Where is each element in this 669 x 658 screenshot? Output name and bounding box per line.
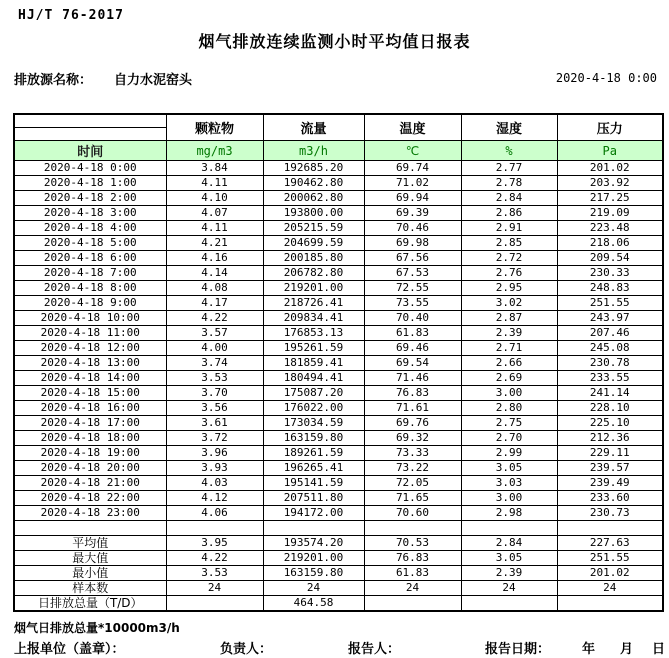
value-cell: 69.94 (364, 191, 461, 206)
value-cell: 3.02 (461, 296, 557, 311)
time-header-upper-cell (14, 114, 166, 128)
data-row (14, 206, 663, 221)
time-cell: 2020-4-18 17:00 (14, 416, 166, 431)
value-cell: 3.84 (166, 161, 263, 176)
value-cell: 2.84 (461, 191, 557, 206)
value-cell: 2.85 (461, 236, 557, 251)
value-cell: 193800.00 (263, 206, 364, 221)
data-row (14, 281, 663, 296)
value-cell: 2.91 (461, 221, 557, 236)
value-cell: 3.93 (166, 461, 263, 476)
unit-cell-pressure: Pa (557, 141, 663, 161)
value-cell: 73.22 (364, 461, 461, 476)
column-header-humidity: 湿度 (461, 114, 557, 141)
value-cell: 70.46 (364, 221, 461, 236)
value-cell: 3.00 (461, 386, 557, 401)
table-body (14, 161, 663, 612)
data-row (14, 461, 663, 476)
value-cell (461, 596, 557, 612)
value-cell: 69.74 (364, 161, 461, 176)
value-cell: 69.39 (364, 206, 461, 221)
value-cell: 3.53 (166, 371, 263, 386)
value-cell: 201.02 (557, 566, 663, 581)
value-cell: 219.09 (557, 206, 663, 221)
summary-label-cell: 日排放总量（T/D） (14, 596, 166, 612)
summary-row (14, 581, 663, 596)
value-cell: 4.08 (166, 281, 263, 296)
value-cell: 3.05 (461, 461, 557, 476)
value-cell: 4.12 (166, 491, 263, 506)
data-row (14, 431, 663, 446)
value-cell: 225.10 (557, 416, 663, 431)
value-cell: 3.70 (166, 386, 263, 401)
value-cell: 251.55 (557, 296, 663, 311)
source-name-label: 排放源名称： (14, 73, 93, 88)
value-cell: 24 (166, 581, 263, 596)
standard-code: HJ/T 76-2017 (18, 8, 124, 23)
value-cell: 3.56 (166, 401, 263, 416)
value-cell: 71.61 (364, 401, 461, 416)
value-cell: 70.40 (364, 311, 461, 326)
value-cell: 245.08 (557, 341, 663, 356)
header-row-top (14, 114, 663, 128)
value-cell: 233.55 (557, 371, 663, 386)
value-cell: 3.74 (166, 356, 263, 371)
reporter-label: 报告人： (348, 642, 401, 657)
value-cell (461, 521, 557, 536)
value-cell: 2.70 (461, 431, 557, 446)
value-cell: 2.98 (461, 506, 557, 521)
time-cell: 2020-4-18 23:00 (14, 506, 166, 521)
value-cell: 3.95 (166, 536, 263, 551)
summary-label-cell: 最大值 (14, 551, 166, 566)
monitoring-table (13, 113, 664, 612)
data-row (14, 161, 663, 176)
value-cell: 4.00 (166, 341, 263, 356)
value-cell: 3.57 (166, 326, 263, 341)
value-cell: 2.84 (461, 536, 557, 551)
data-row (14, 446, 663, 461)
time-cell: 2020-4-18 2:00 (14, 191, 166, 206)
value-cell: 24 (557, 581, 663, 596)
value-cell: 4.16 (166, 251, 263, 266)
time-cell: 2020-4-18 15:00 (14, 386, 166, 401)
value-cell (557, 596, 663, 612)
day-label: 日 (652, 642, 666, 657)
units-row (14, 141, 663, 161)
value-cell: 196265.41 (263, 461, 364, 476)
value-cell: 209.54 (557, 251, 663, 266)
value-cell: 195141.59 (263, 476, 364, 491)
data-row (14, 251, 663, 266)
data-row (14, 401, 663, 416)
value-cell: 4.21 (166, 236, 263, 251)
unit-cell-humidity: % (461, 141, 557, 161)
time-cell: 2020-4-18 6:00 (14, 251, 166, 266)
time-cell: 2020-4-18 4:00 (14, 221, 166, 236)
value-cell: 67.56 (364, 251, 461, 266)
value-cell: 3.00 (461, 491, 557, 506)
data-row (14, 191, 663, 206)
report-date-label: 报告日期： (485, 642, 551, 657)
data-row (14, 386, 663, 401)
value-cell: 205215.59 (263, 221, 364, 236)
value-cell: 239.49 (557, 476, 663, 491)
value-cell: 206782.80 (263, 266, 364, 281)
column-header-flow: 流量 (263, 114, 364, 141)
summary-row (14, 566, 663, 581)
time-cell: 2020-4-18 1:00 (14, 176, 166, 191)
time-header-lower-cell (14, 128, 166, 141)
value-cell: 69.46 (364, 341, 461, 356)
value-cell: 233.60 (557, 491, 663, 506)
value-cell: 73.33 (364, 446, 461, 461)
value-cell: 181859.41 (263, 356, 364, 371)
data-row (14, 356, 663, 371)
summary-label-cell: 平均值 (14, 536, 166, 551)
value-cell: 61.83 (364, 326, 461, 341)
value-cell (557, 521, 663, 536)
time-header-cell: 时间 (14, 141, 166, 161)
value-cell: 70.60 (364, 506, 461, 521)
summary-label-cell: 最小值 (14, 566, 166, 581)
data-row (14, 311, 663, 326)
column-header-pressure: 压力 (557, 114, 663, 141)
value-cell: 219201.00 (263, 281, 364, 296)
value-cell: 2.86 (461, 206, 557, 221)
value-cell: 228.10 (557, 401, 663, 416)
data-row (14, 506, 663, 521)
data-row (14, 416, 663, 431)
time-cell: 2020-4-18 3:00 (14, 206, 166, 221)
data-row (14, 371, 663, 386)
value-cell: 61.83 (364, 566, 461, 581)
unit-cell-temperature: ℃ (364, 141, 461, 161)
value-cell: 67.53 (364, 266, 461, 281)
value-cell: 4.10 (166, 191, 263, 206)
responsible-person-label: 负责人： (220, 642, 273, 657)
time-cell: 2020-4-18 21:00 (14, 476, 166, 491)
value-cell: 2.71 (461, 341, 557, 356)
report-datetime: 2020-4-18 0:00 (555, 71, 657, 85)
time-cell: 2020-4-18 0:00 (14, 161, 166, 176)
value-cell: 230.73 (557, 506, 663, 521)
value-cell: 230.33 (557, 266, 663, 281)
value-cell: 76.83 (364, 386, 461, 401)
value-cell: 163159.80 (263, 566, 364, 581)
value-cell: 200185.80 (263, 251, 364, 266)
value-cell: 3.61 (166, 416, 263, 431)
time-cell: 2020-4-18 14:00 (14, 371, 166, 386)
value-cell: 217.25 (557, 191, 663, 206)
value-cell: 71.46 (364, 371, 461, 386)
data-row (14, 221, 663, 236)
value-cell: 176022.00 (263, 401, 364, 416)
value-cell (263, 521, 364, 536)
value-cell: 163159.80 (263, 431, 364, 446)
value-cell: 204699.59 (263, 236, 364, 251)
value-cell: 193574.20 (263, 536, 364, 551)
value-cell: 223.48 (557, 221, 663, 236)
value-cell: 2.39 (461, 326, 557, 341)
value-cell: 2.76 (461, 266, 557, 281)
value-cell (364, 596, 461, 612)
value-cell: 241.14 (557, 386, 663, 401)
value-cell: 69.98 (364, 236, 461, 251)
value-cell: 2.95 (461, 281, 557, 296)
value-cell: 24 (461, 581, 557, 596)
value-cell: 4.03 (166, 476, 263, 491)
value-cell: 201.02 (557, 161, 663, 176)
value-cell: 218726.41 (263, 296, 364, 311)
source-name-value: 自力水泥窑头 (114, 73, 193, 88)
value-cell: 227.63 (557, 536, 663, 551)
data-row (14, 176, 663, 191)
value-cell: 2.66 (461, 356, 557, 371)
time-cell: 2020-4-18 7:00 (14, 266, 166, 281)
time-cell: 2020-4-18 8:00 (14, 281, 166, 296)
value-cell: 212.36 (557, 431, 663, 446)
value-cell: 76.83 (364, 551, 461, 566)
value-cell: 243.97 (557, 311, 663, 326)
data-row (14, 296, 663, 311)
value-cell: 239.57 (557, 461, 663, 476)
column-header-temperature: 温度 (364, 114, 461, 141)
time-cell: 2020-4-18 16:00 (14, 401, 166, 416)
time-cell: 2020-4-18 9:00 (14, 296, 166, 311)
value-cell: 218.06 (557, 236, 663, 251)
value-cell: 69.32 (364, 431, 461, 446)
value-cell: 24 (364, 581, 461, 596)
value-cell: 2.77 (461, 161, 557, 176)
value-cell: 2.39 (461, 566, 557, 581)
value-cell: 2.87 (461, 311, 557, 326)
value-cell: 71.65 (364, 491, 461, 506)
value-cell: 4.14 (166, 266, 263, 281)
time-cell: 2020-4-18 20:00 (14, 461, 166, 476)
value-cell: 207511.80 (263, 491, 364, 506)
value-cell: 4.06 (166, 506, 263, 521)
page-title: 烟气排放连续监测小时平均值日报表 (198, 32, 471, 51)
value-cell: 70.53 (364, 536, 461, 551)
value-cell (166, 521, 263, 536)
value-cell: 4.22 (166, 551, 263, 566)
data-row (14, 236, 663, 251)
value-cell: 3.03 (461, 476, 557, 491)
value-cell: 203.92 (557, 176, 663, 191)
reporting-unit-label: 上报单位（盖章）： (14, 642, 125, 657)
time-cell: 2020-4-18 11:00 (14, 326, 166, 341)
column-header-particulate: 颗粒物 (166, 114, 263, 141)
spacer-cell (14, 521, 166, 536)
value-cell: 4.11 (166, 221, 263, 236)
data-row (14, 491, 663, 506)
summary-row (14, 536, 663, 551)
signature-line (0, 638, 669, 656)
value-cell: 69.76 (364, 416, 461, 431)
value-cell: 3.05 (461, 551, 557, 566)
summary-label-cell: 样本数 (14, 581, 166, 596)
value-cell: 180494.41 (263, 371, 364, 386)
value-cell: 248.83 (557, 281, 663, 296)
emission-source-line (14, 69, 192, 88)
value-cell: 4.11 (166, 176, 263, 191)
emission-total-note: 烟气日排放总量*10000m3/h (14, 621, 180, 635)
value-cell: 2.80 (461, 401, 557, 416)
value-cell: 2.69 (461, 371, 557, 386)
value-cell: 4.07 (166, 206, 263, 221)
unit-cell-flow: m3/h (263, 141, 364, 161)
value-cell: 4.17 (166, 296, 263, 311)
value-cell: 2.99 (461, 446, 557, 461)
value-cell: 2.75 (461, 416, 557, 431)
value-cell: 72.05 (364, 476, 461, 491)
time-cell: 2020-4-18 5:00 (14, 236, 166, 251)
data-row (14, 326, 663, 341)
value-cell: 251.55 (557, 551, 663, 566)
time-cell: 2020-4-18 10:00 (14, 311, 166, 326)
time-cell: 2020-4-18 13:00 (14, 356, 166, 371)
value-cell: 207.46 (557, 326, 663, 341)
value-cell: 194172.00 (263, 506, 364, 521)
value-cell: 173034.59 (263, 416, 364, 431)
value-cell: 3.53 (166, 566, 263, 581)
value-cell: 73.55 (364, 296, 461, 311)
value-cell: 464.58 (263, 596, 364, 612)
value-cell: 230.78 (557, 356, 663, 371)
value-cell: 71.02 (364, 176, 461, 191)
value-cell: 3.72 (166, 431, 263, 446)
value-cell (364, 521, 461, 536)
value-cell: 2.78 (461, 176, 557, 191)
year-label: 年 (582, 642, 596, 657)
value-cell: 209834.41 (263, 311, 364, 326)
spacer-row (14, 521, 663, 536)
time-cell: 2020-4-18 19:00 (14, 446, 166, 461)
value-cell: 69.54 (364, 356, 461, 371)
value-cell: 2.72 (461, 251, 557, 266)
value-cell: 24 (263, 581, 364, 596)
summary-row (14, 551, 663, 566)
data-row (14, 266, 663, 281)
value-cell: 189261.59 (263, 446, 364, 461)
month-label: 月 (620, 642, 634, 657)
data-row (14, 476, 663, 491)
value-cell: 4.22 (166, 311, 263, 326)
data-row (14, 341, 663, 356)
value-cell: 72.55 (364, 281, 461, 296)
value-cell: 3.96 (166, 446, 263, 461)
time-cell: 2020-4-18 22:00 (14, 491, 166, 506)
value-cell: 229.11 (557, 446, 663, 461)
value-cell: 176853.13 (263, 326, 364, 341)
time-cell: 2020-4-18 12:00 (14, 341, 166, 356)
value-cell: 175087.20 (263, 386, 364, 401)
value-cell: 195261.59 (263, 341, 364, 356)
unit-cell-particulate: mg/m3 (166, 141, 263, 161)
value-cell: 190462.80 (263, 176, 364, 191)
value-cell: 200062.80 (263, 191, 364, 206)
value-cell: 219201.00 (263, 551, 364, 566)
summary-row (14, 596, 663, 612)
value-cell: 192685.20 (263, 161, 364, 176)
value-cell (166, 596, 263, 612)
time-cell: 2020-4-18 18:00 (14, 431, 166, 446)
